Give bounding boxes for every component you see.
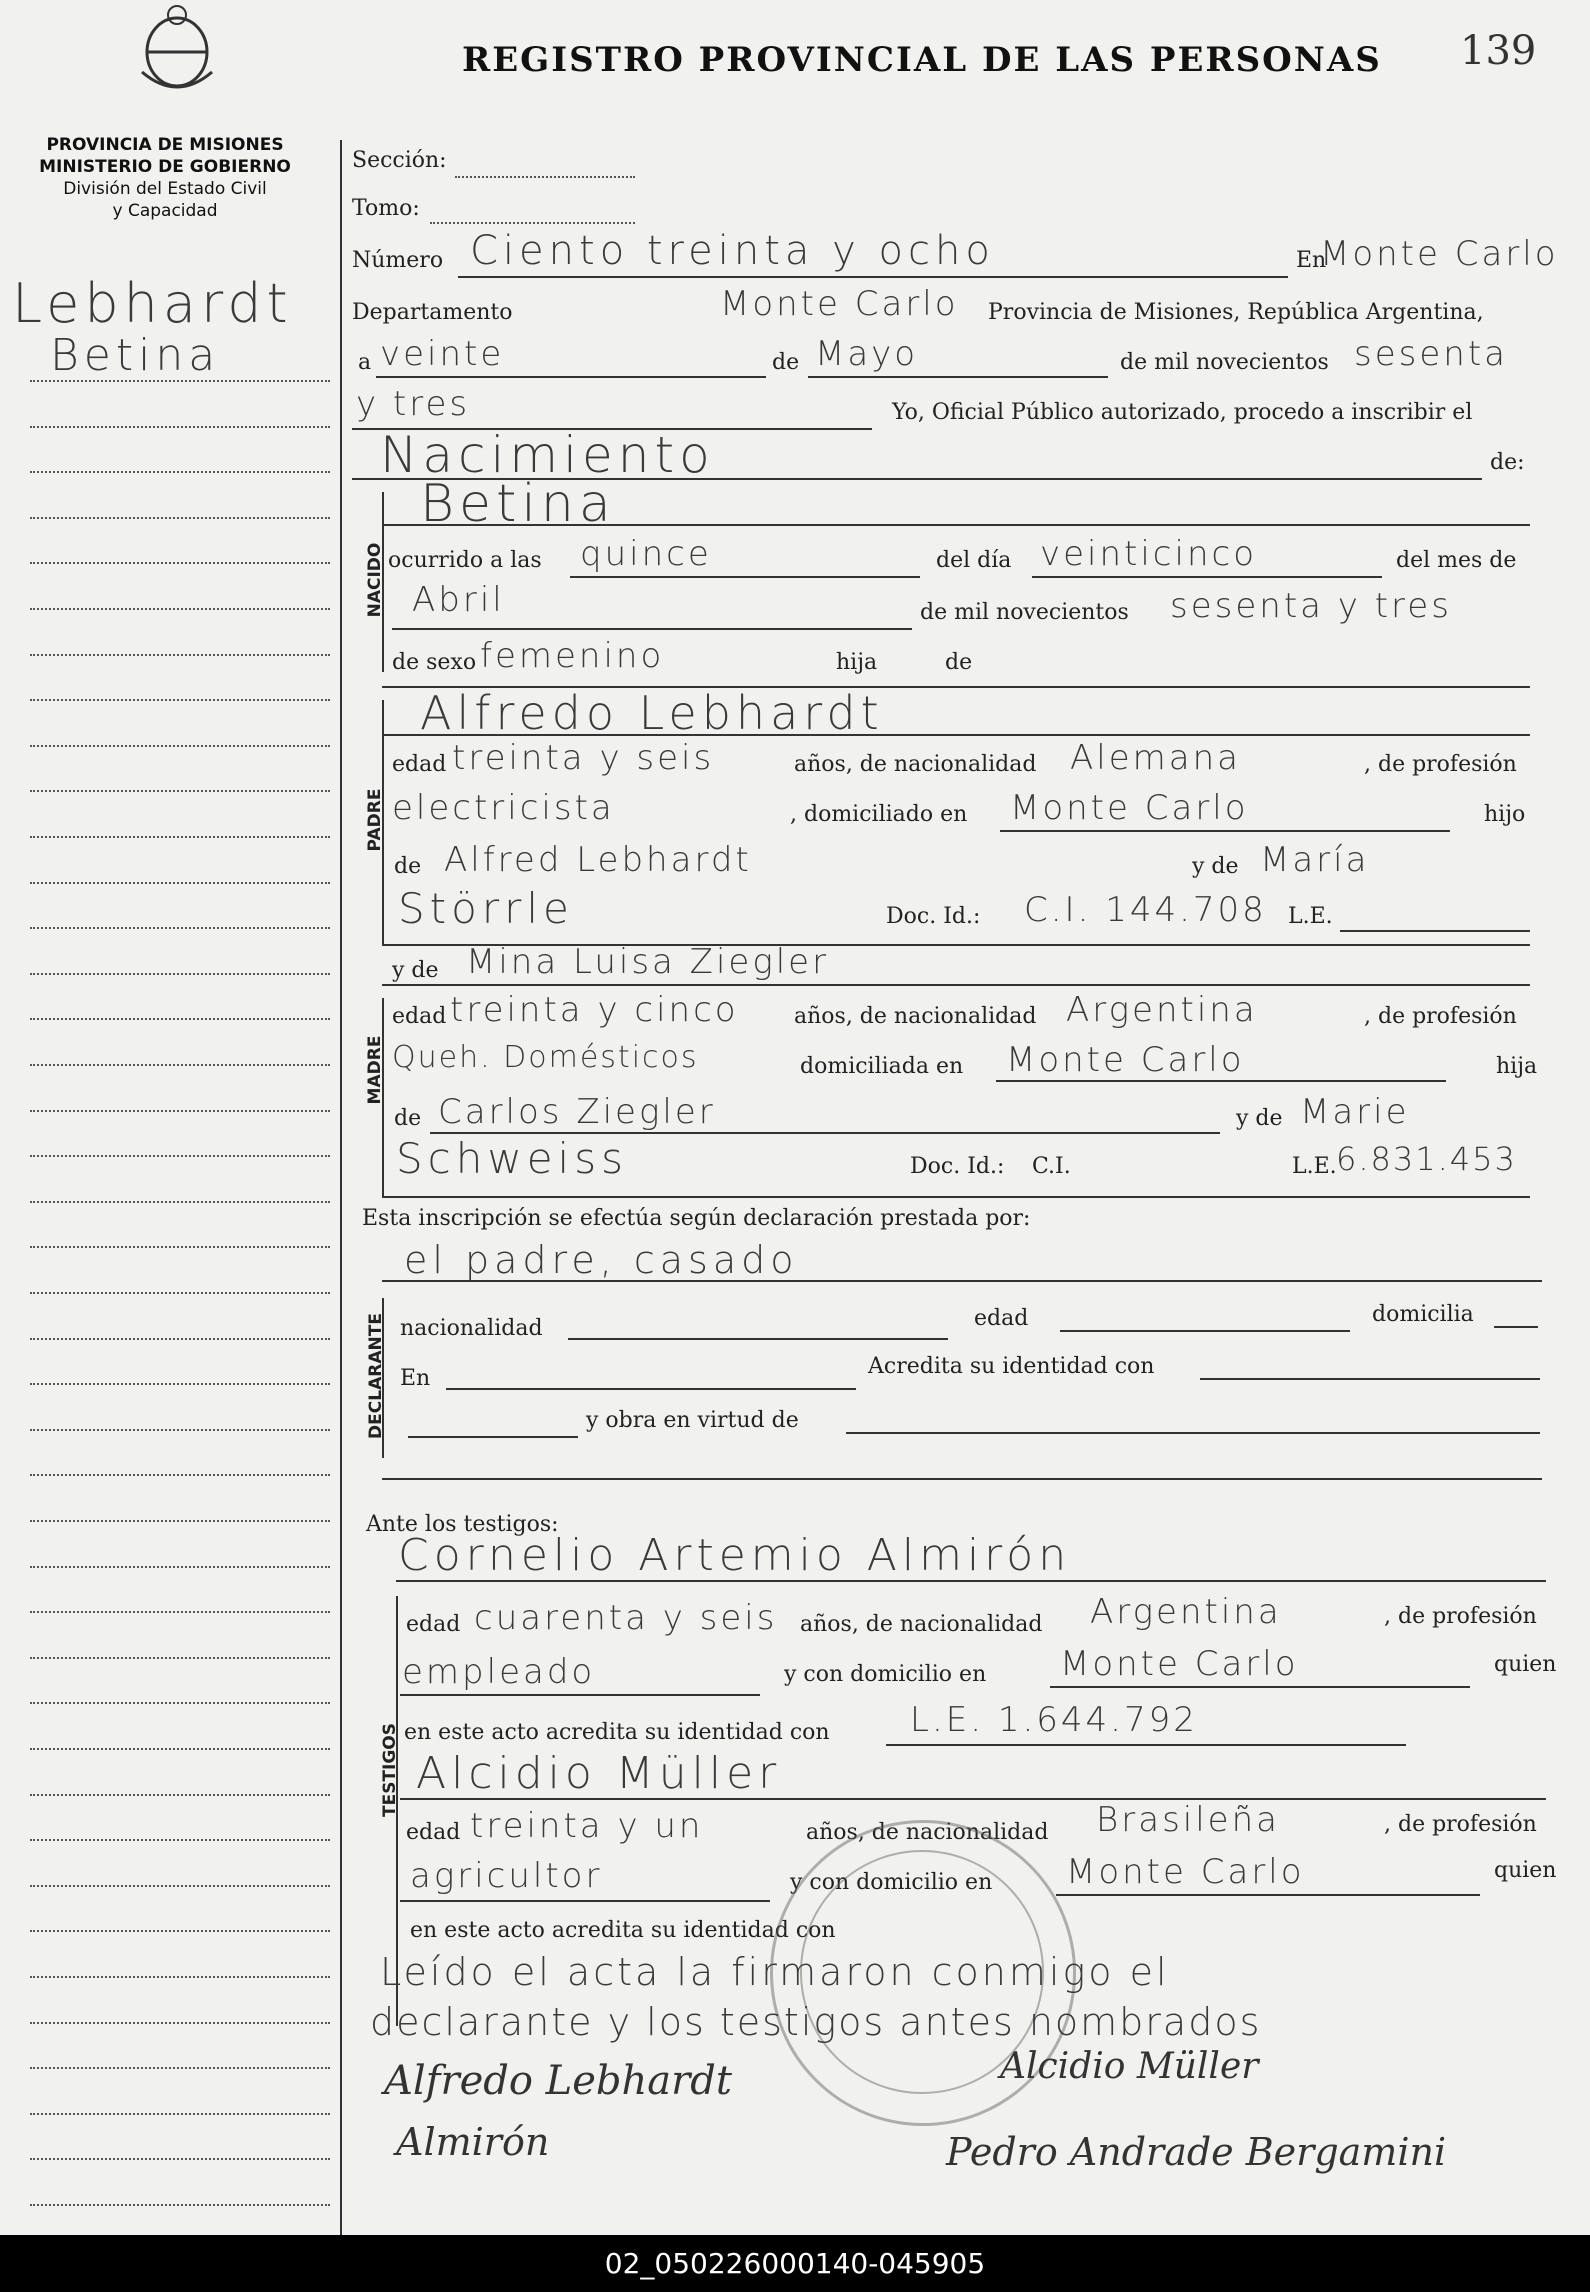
signature-father: Alfredo Lebhardt — [384, 2058, 732, 2104]
testigo2-nombre: Alcidio Müller — [416, 1748, 782, 1799]
footer-id: 02_050226000140-045905 — [0, 2235, 1590, 2292]
testigo2-edad: treinta y un — [470, 1806, 704, 1846]
madre-nombre: Mina Luisa Ziegler — [466, 942, 830, 982]
anio-value: sesenta — [1354, 334, 1508, 374]
margin-rule — [30, 471, 330, 473]
madre-doc: 6.831.453 — [1336, 1140, 1517, 1178]
declarante-bottom — [382, 1478, 1542, 1480]
margin-rule — [30, 1155, 330, 1157]
province-label: PROVINCIA DE MISIONES — [46, 135, 284, 155]
seccion-line — [455, 176, 635, 178]
margin-name: Betina — [50, 330, 221, 381]
t2-prof-line — [400, 1900, 770, 1902]
division2-label: y Capacidad — [112, 201, 218, 221]
padre-domicilio: Monte Carlo — [1010, 788, 1249, 828]
margin-rule — [30, 2067, 330, 2069]
padre-nombre-line — [382, 734, 1530, 736]
testigo2-profesion: agricultor — [410, 1856, 603, 1896]
padre-doc-label: Doc. Id.: — [886, 904, 981, 929]
anio2-value: y tres — [356, 384, 471, 424]
numero-value: Ciento treinta y ocho — [470, 228, 995, 274]
padre-nombre: Alfredo Lebhardt — [420, 686, 884, 740]
madre-nacionalidad: Argentina — [1066, 990, 1258, 1030]
nacido-nombre: Betina — [420, 474, 616, 534]
acredita-label: Acredita su identidad con — [868, 1354, 1155, 1379]
del-dia-label: del día — [936, 548, 1012, 573]
padre-side-label: PADRE — [365, 788, 385, 852]
margin-rule — [30, 2204, 330, 2206]
padre-padre: Alfred Lebhardt — [444, 840, 752, 880]
margin-rule — [30, 1930, 330, 1932]
madre-le-label: L.E. — [1292, 1154, 1337, 1179]
main-divider — [340, 140, 342, 2235]
t1-nac-label: años, de nacionalidad — [800, 1612, 1043, 1637]
t2-edad-label: edad — [406, 1820, 461, 1845]
padre-madre: María — [1260, 840, 1370, 880]
tomo-line — [430, 222, 635, 224]
declarante-line — [382, 1280, 1542, 1282]
margin-rule — [30, 1110, 330, 1112]
margin-rule — [30, 1748, 330, 1750]
margin-rule — [30, 1794, 330, 1796]
margin-rule — [30, 2022, 330, 2024]
mil-nov2-label: de mil novecientos — [920, 600, 1129, 625]
margin-rule — [30, 1611, 330, 1613]
obra-label: y obra en virtud de — [586, 1408, 799, 1433]
de-label: de — [772, 350, 800, 375]
signature-witness1: Almirón — [396, 2120, 550, 2164]
provincia-label: Provincia de Misiones, República Argentina, — [988, 300, 1484, 325]
margin-surname: Lebhardt — [12, 272, 293, 335]
hora-line — [570, 576, 920, 578]
testigos-side-label: TESTIGOS — [380, 1722, 400, 1818]
margin-rule — [30, 517, 330, 519]
del-mes-label: del mes de — [1396, 548, 1517, 573]
t2-nac-label: años, de nacionalidad — [806, 1820, 1049, 1845]
padre-le-line — [1340, 930, 1530, 932]
decl-en-label: En — [400, 1366, 431, 1391]
inscripcion-label: Esta inscripción se efectúa según declaración prestada por: — [362, 1206, 1031, 1231]
margin-rule — [30, 927, 330, 929]
seccion-label: Sección: — [352, 148, 447, 173]
testigo1-domicilio: Monte Carlo — [1060, 1644, 1299, 1684]
mes-nac-line — [392, 628, 912, 630]
t1-acredita-label: en este acto acredita su identidad con — [404, 1720, 830, 1745]
hija-label: hija — [836, 650, 878, 675]
t1-prof-label: , de profesión — [1384, 1604, 1537, 1629]
padre-de-label: de — [394, 854, 422, 879]
numero-line — [458, 276, 1288, 278]
page-number: 139 — [1460, 28, 1537, 74]
decl-acredita-line — [1200, 1378, 1540, 1380]
testigo2-domicilio: Monte Carlo — [1066, 1852, 1305, 1892]
nacido-side-label: NACIDO — [365, 542, 385, 618]
t1-edad-label: edad — [406, 1612, 461, 1637]
madre-bottom — [382, 1196, 1530, 1198]
margin-rule — [30, 1657, 330, 1659]
signature-witness2: Alcidio Müller — [1000, 2046, 1259, 2087]
margin-rule — [30, 1520, 330, 1522]
padre-dom-line — [1000, 830, 1450, 832]
decl-obra-line — [846, 1432, 1540, 1434]
padre-madre2: Störrle — [398, 884, 574, 933]
madre-dom-label: domiciliada en — [800, 1054, 964, 1079]
madre-yde2-label: y de — [1236, 1106, 1283, 1131]
margin-rule — [30, 2113, 330, 2115]
madre-prof-label: , de profesión — [1364, 1004, 1517, 1029]
padre-le-label: L.E. — [1288, 904, 1333, 929]
padre-yde-label: y de — [1192, 854, 1239, 879]
margin-rule — [30, 1702, 330, 1704]
t2-dom-line — [1056, 1894, 1480, 1896]
departamento-label: Departamento — [352, 300, 513, 325]
margin-rule — [30, 1383, 330, 1385]
margin-rule — [30, 973, 330, 975]
padre-nacionalidad: Alemana — [1070, 738, 1241, 778]
margin-rule — [30, 836, 330, 838]
margin-rule — [30, 1292, 330, 1294]
padre-dom-label: , domiciliado en — [790, 802, 968, 827]
document-title: REGISTRO PROVINCIAL DE LAS PERSONAS — [462, 40, 1382, 80]
decl-edad-line — [1060, 1330, 1350, 1332]
t2-dom-label: y con domicilio en — [790, 1870, 993, 1895]
padre-doc: C.I. 144.708 — [1024, 890, 1267, 930]
nacido-hora: quince — [580, 534, 712, 574]
t1-dom-line — [1050, 1686, 1470, 1688]
madre-doc-label: Doc. Id.: — [910, 1154, 1005, 1179]
signature-official: Pedro Andrade Bergamini — [946, 2130, 1447, 2174]
t1-dom-label: y con domicilio en — [784, 1662, 987, 1687]
dia-line — [376, 376, 766, 378]
testigo1-nombre: Cornelio Artemio Almirón — [398, 1530, 1072, 1581]
margin-rule — [30, 654, 330, 656]
closing-line2: declarante y los testigos antes nombrados — [370, 2000, 1262, 2044]
madre-edad: treinta y cinco — [450, 990, 739, 1030]
madre-de-label: de — [394, 1106, 422, 1131]
margin-rule — [30, 1064, 330, 1066]
madre-madre2: Schweiss — [396, 1134, 628, 1183]
nacido-dia: veinticinco — [1040, 534, 1257, 574]
margin-rule — [30, 1429, 330, 1431]
domicilia-label: domicilia — [1372, 1302, 1474, 1327]
madre-padre: Carlos Ziegler — [438, 1092, 716, 1132]
t2-acredita-label: en este acto acredita su identidad con — [410, 1918, 836, 1943]
t1-doc-line — [886, 1744, 1406, 1746]
nacido-mes: Abril — [412, 580, 505, 620]
hija2-label: hija — [1496, 1054, 1538, 1079]
testigo1-nacionalidad: Argentina — [1090, 1592, 1282, 1632]
madre-madre: Marie — [1300, 1092, 1410, 1132]
testigo1-profesion: empleado — [402, 1652, 596, 1692]
madre-domicilio: Monte Carlo — [1006, 1040, 1245, 1080]
madre-nombre-line — [382, 984, 1530, 986]
nacido-nombre-line — [382, 524, 1530, 526]
numero-label: Número — [352, 248, 444, 273]
mes-value: Mayo — [815, 334, 919, 374]
madre-nac-label: años, de nacionalidad — [794, 1004, 1037, 1029]
margin-rule — [30, 1338, 330, 1340]
oficial-label: Yo, Oficial Público autorizado, procedo a inscribir el — [892, 400, 1473, 425]
left-header — [30, 134, 300, 222]
tomo-label: Tomo: — [352, 196, 420, 221]
acto-value: Nacimiento — [380, 426, 715, 484]
margin-rule — [30, 1018, 330, 1020]
margin-rule — [30, 1885, 330, 1887]
closing-line1: Leído el acta la firmaron conmigo el — [380, 1950, 1170, 1994]
margin-rule — [30, 2158, 330, 2160]
madre-side-label: MADRE — [365, 1035, 385, 1105]
decl-nac-line — [568, 1338, 948, 1340]
declarante-texto: el padre, casado — [404, 1238, 799, 1282]
margin-rule — [30, 1474, 330, 1476]
margin-rule — [30, 426, 330, 428]
decl-edad-label: edad — [974, 1306, 1029, 1331]
decl-en-line — [446, 1388, 856, 1390]
margin-rule — [30, 562, 330, 564]
dia-nac-line — [1032, 576, 1382, 578]
mil-novecientos-label: de mil novecientos — [1120, 350, 1329, 375]
margin-rule — [30, 699, 330, 701]
padre-edad-label: edad — [392, 752, 447, 777]
margin-rule — [30, 1976, 330, 1978]
margin-rule — [30, 1566, 330, 1568]
testigo2-nombre-line — [400, 1798, 1546, 1800]
de2-label: de — [945, 650, 973, 675]
coat-of-arms-icon — [130, 2, 225, 90]
margin-rule — [30, 1839, 330, 1841]
t1-prof-line — [400, 1694, 760, 1696]
declarante-side-label: DECLARANTE — [366, 1313, 386, 1439]
quien2-label: quien — [1494, 1858, 1557, 1883]
nacido-sexo: femenino — [480, 636, 665, 676]
nacionalidad-label: nacionalidad — [400, 1316, 543, 1341]
departamento-value: Monte Carlo — [720, 284, 959, 324]
en-label: En — [1296, 248, 1327, 273]
madre-profesion: Queh. Domésticos — [392, 1040, 699, 1075]
ocurrido-label: ocurrido a las — [388, 548, 542, 573]
nacido-anio: sesenta y tres — [1170, 586, 1452, 626]
madre-yde-label: y de — [392, 958, 439, 983]
padre-profesion: electricista — [392, 788, 615, 828]
margin-rule — [30, 745, 330, 747]
madre-dom-line — [996, 1080, 1446, 1082]
ante-label: Ante los testigos: — [366, 1512, 559, 1537]
dia-value: veinte — [380, 334, 505, 374]
t2-prof-label: , de profesión — [1384, 1812, 1537, 1837]
madre-ci-label: C.I. — [1032, 1154, 1071, 1179]
decl-dom-line — [1494, 1326, 1538, 1328]
testigo1-doc: L.E. 1.644.792 — [910, 1700, 1198, 1740]
decl-obra-pre-line — [408, 1436, 578, 1438]
padre-nac-label: años, de nacionalidad — [794, 752, 1037, 777]
margin-rule — [30, 882, 330, 884]
division-label: División del Estado Civil — [63, 179, 267, 199]
margin-rule — [30, 790, 330, 792]
a-label: a — [358, 350, 372, 375]
quien-label: quien — [1494, 1652, 1557, 1677]
margin-rule — [30, 1246, 330, 1248]
hijo-label: hijo — [1484, 802, 1526, 827]
ministry-label: MINISTERIO DE GOBIERNO — [39, 157, 291, 177]
testigo1-edad: cuarenta y seis — [474, 1598, 778, 1638]
padre-edad: treinta y seis — [452, 738, 715, 778]
testigo1-nombre-line — [396, 1580, 1546, 1582]
margin-rule — [30, 380, 330, 382]
padre-prof-label: , de profesión — [1364, 752, 1517, 777]
margin-rule — [30, 1201, 330, 1203]
madre-edad-label: edad — [392, 1004, 447, 1029]
testigo2-nacionalidad: Brasileña — [1096, 1800, 1280, 1840]
margin-rule — [30, 608, 330, 610]
sexo-label: de sexo — [392, 650, 477, 675]
mes-line — [808, 376, 1108, 378]
en-value: Monte Carlo — [1320, 234, 1559, 274]
de-colon-label: de: — [1490, 450, 1525, 475]
